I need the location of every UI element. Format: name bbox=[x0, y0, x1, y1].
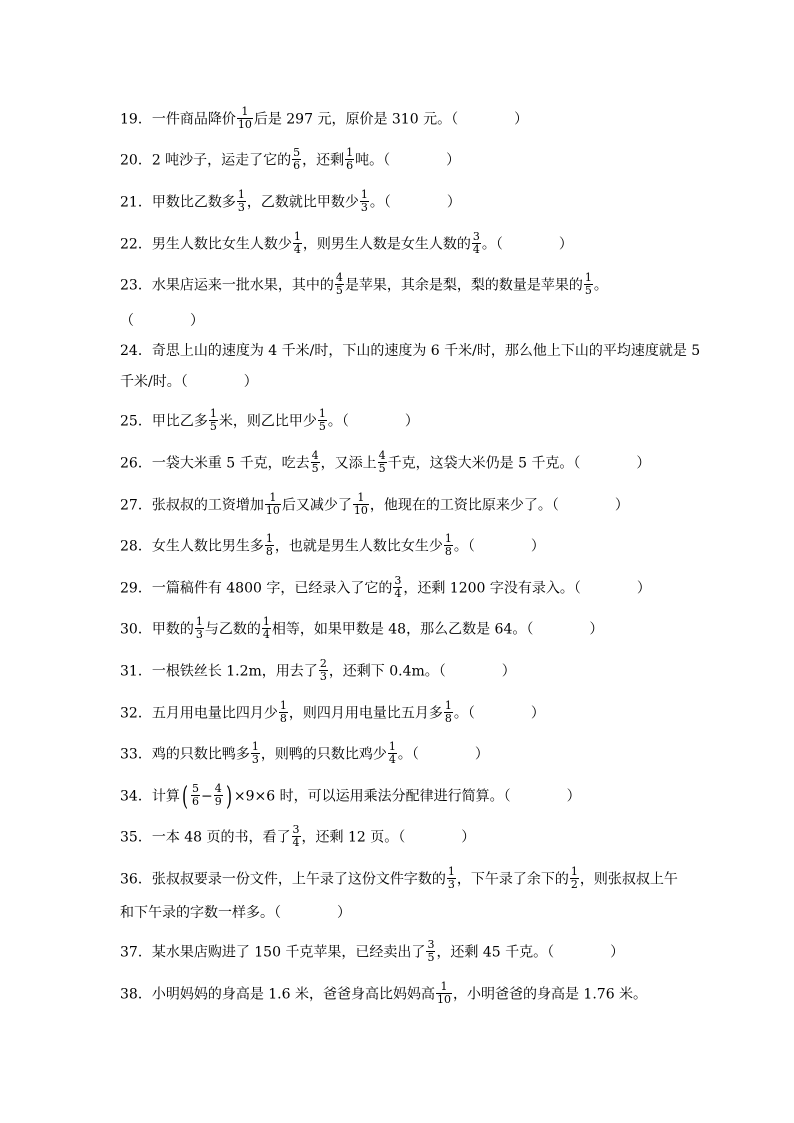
question-text: ，小明爸爸的身高是 1.76 米。 bbox=[452, 986, 648, 1003]
fraction-denominator: 6 bbox=[346, 159, 354, 172]
question-text: 32．五月用电量比四月少 bbox=[120, 705, 278, 722]
fraction-numerator: 4 bbox=[378, 449, 386, 462]
question-text: 30．甲数的 bbox=[120, 621, 194, 638]
question-text: 。（ ） bbox=[481, 236, 573, 253]
fraction-denominator: 5 bbox=[209, 420, 217, 433]
fraction bbox=[444, 700, 453, 725]
fraction-denominator: 8 bbox=[444, 712, 452, 725]
question-text: 35．一本 48 页的书，看了 bbox=[120, 829, 291, 846]
question-text: 。（ ） bbox=[369, 194, 461, 211]
fraction bbox=[426, 939, 435, 964]
question-line bbox=[120, 407, 419, 433]
fraction-numerator: 1 bbox=[388, 740, 396, 753]
fraction bbox=[214, 783, 223, 808]
question-text: ，还剩 12 页。（ ） bbox=[301, 829, 476, 846]
question-text: 26．一袋大米重 5 千克，吃去 bbox=[120, 455, 310, 472]
fraction bbox=[570, 866, 579, 891]
question-text: 22．男生人数比女生人数少 bbox=[120, 236, 292, 253]
question-line bbox=[120, 903, 351, 923]
fraction-denominator: 5 bbox=[318, 420, 326, 433]
question-text: ，还剩 bbox=[302, 152, 345, 169]
fraction-denominator: 10 bbox=[237, 118, 252, 131]
question-text: 和下午录的字数一样多。（ ） bbox=[120, 905, 351, 921]
question-line bbox=[120, 574, 651, 600]
fraction bbox=[265, 533, 274, 558]
question-line bbox=[120, 823, 476, 849]
question-line bbox=[120, 230, 573, 256]
fraction-denominator: 9 bbox=[214, 795, 222, 808]
question-line bbox=[120, 615, 604, 641]
question-text: ，则鸭的只数比鸡少 bbox=[260, 746, 387, 763]
question-text: 37．某水果店购进了 150 千克苹果，已经卖出了 bbox=[120, 944, 426, 961]
fraction bbox=[345, 147, 354, 172]
fraction bbox=[191, 783, 200, 808]
question-text: 相等，如果甲数是 48，那么乙数是 64。（ ） bbox=[271, 621, 604, 638]
question-text: 29．一篇稿件有 4800 字，已经录入了它的 bbox=[120, 580, 393, 597]
question-text: 20．2 吨沙子，运走了它的 bbox=[120, 152, 292, 169]
fraction-numerator: 5 bbox=[191, 782, 199, 795]
fraction-denominator: 5 bbox=[427, 951, 435, 964]
question-text: 23．水果店运来一批水果，其中的 bbox=[120, 277, 334, 294]
question-line bbox=[120, 372, 258, 392]
fraction-denominator: 4 bbox=[262, 628, 270, 641]
fraction-denominator: 4 bbox=[292, 836, 300, 849]
fraction-numerator: 1 bbox=[241, 105, 249, 118]
fraction-denominator: 6 bbox=[191, 795, 199, 808]
fraction bbox=[292, 147, 301, 172]
question-text: 后又减少了 bbox=[281, 497, 352, 514]
question-line bbox=[120, 271, 608, 297]
question-line bbox=[120, 740, 489, 766]
question-text: ，还剩下 0.4m。（ ） bbox=[328, 663, 516, 680]
question-text: 。（ ） bbox=[397, 746, 489, 763]
fraction bbox=[237, 189, 246, 214]
question-text: 是苹果，其余是梨，梨的数量是苹果的 bbox=[344, 277, 583, 294]
question-text: 36．张叔叔要录一份文件，上午录了这份文件字数的 bbox=[120, 871, 446, 888]
question-line bbox=[120, 781, 581, 812]
question-text: 千克，这袋大米仍是 5 千克。（ ） bbox=[387, 455, 651, 472]
fraction bbox=[195, 616, 204, 641]
fraction-numerator: 1 bbox=[293, 230, 301, 243]
question-text: 24．奇思上山的速度为 4 千米/时，下山的速度为 6 千米/时，那么他上下山的平均速度就是 5 bbox=[120, 343, 701, 359]
question-line bbox=[120, 341, 700, 361]
question-text: 与乙数的 bbox=[204, 621, 261, 638]
fraction-numerator: 1 bbox=[357, 491, 365, 504]
fraction-denominator: 4 bbox=[388, 753, 396, 766]
question-line bbox=[120, 105, 529, 131]
fraction bbox=[265, 492, 281, 517]
fraction-numerator: 2 bbox=[319, 657, 327, 670]
question-line bbox=[120, 188, 461, 214]
question-line bbox=[120, 491, 629, 517]
question-line bbox=[120, 980, 648, 1006]
fraction-denominator: 3 bbox=[447, 878, 455, 891]
fraction bbox=[262, 616, 271, 641]
question-text: ，乙数就比甲数少 bbox=[246, 194, 359, 211]
question-text: 19．一件商品降价 bbox=[120, 111, 236, 128]
fraction bbox=[237, 106, 253, 131]
fraction-denominator: 3 bbox=[195, 628, 203, 641]
question-text: 。（ ） bbox=[453, 538, 545, 555]
question-text: 27．张叔叔的工资增加 bbox=[120, 497, 264, 514]
open-paren: ( bbox=[181, 781, 188, 812]
fraction-numerator: 4 bbox=[311, 449, 319, 462]
fraction bbox=[360, 189, 369, 214]
question-line bbox=[120, 865, 678, 891]
question-text: 34．计算 bbox=[120, 788, 180, 805]
fraction-numerator: 1 bbox=[346, 146, 354, 159]
fraction-denominator: 3 bbox=[251, 753, 259, 766]
fraction-denominator: 10 bbox=[436, 993, 451, 1006]
fraction bbox=[584, 272, 593, 297]
fraction bbox=[293, 231, 302, 256]
fraction-denominator: 5 bbox=[584, 284, 592, 297]
fraction-denominator: 3 bbox=[319, 670, 327, 683]
fraction-numerator: 1 bbox=[444, 699, 452, 712]
fraction bbox=[393, 575, 402, 600]
fraction bbox=[472, 231, 481, 256]
question-text: ，也就是男生人数比女生少 bbox=[274, 538, 443, 555]
fraction-denominator: 10 bbox=[353, 504, 368, 517]
fraction-numerator: 1 bbox=[360, 188, 368, 201]
question-text: 。（ ） bbox=[453, 705, 545, 722]
fraction-numerator: 1 bbox=[447, 865, 455, 878]
question-text: 。（ ） bbox=[327, 413, 419, 430]
question-text: 。 bbox=[593, 277, 608, 294]
question-text: ，他现在的工资比原来少了。（ ） bbox=[369, 497, 629, 514]
question-text: ，则男生人数是女生人数的 bbox=[302, 236, 471, 253]
fraction bbox=[388, 741, 397, 766]
question-text: ×9×6 时，可以运用乘法分配律进行简算。（ ） bbox=[233, 788, 581, 805]
fraction-numerator: 1 bbox=[269, 491, 277, 504]
question-text: （ ） bbox=[120, 313, 204, 329]
question-text: ，还剩 1200 字没有录入。（ ） bbox=[403, 580, 651, 597]
question-text: ，还剩 45 千克。（ ） bbox=[436, 944, 625, 961]
fraction-numerator: 1 bbox=[265, 532, 273, 545]
fraction-denominator: 5 bbox=[311, 462, 319, 475]
fraction bbox=[319, 658, 328, 683]
fraction-numerator: 1 bbox=[251, 740, 259, 753]
question-line bbox=[120, 146, 461, 172]
question-text: ，则四月用电量比五月多 bbox=[288, 705, 443, 722]
fraction-denominator: 4 bbox=[293, 243, 301, 256]
fraction-denominator: 4 bbox=[394, 587, 402, 600]
fraction-numerator: 3 bbox=[427, 938, 435, 951]
question-text: 31．一根铁丝长 1.2m，用去了 bbox=[120, 663, 318, 680]
question-line bbox=[120, 449, 651, 475]
fraction bbox=[444, 533, 453, 558]
fraction bbox=[335, 272, 344, 297]
fraction-denominator: 3 bbox=[237, 201, 245, 214]
fraction-numerator: 3 bbox=[394, 574, 402, 587]
question-text: ，下午录了余下的 bbox=[456, 871, 569, 888]
fraction bbox=[292, 824, 301, 849]
fraction bbox=[353, 492, 369, 517]
question-text: 38．小明妈妈的身高是 1.6 米，爸爸身高比妈妈高 bbox=[120, 986, 435, 1003]
question-text: 后是 297 元，原价是 310 元。（ ） bbox=[253, 111, 529, 128]
question-text: ，则张叔叔上午 bbox=[579, 871, 678, 888]
fraction-numerator: 4 bbox=[335, 271, 343, 284]
fraction-numerator: 3 bbox=[472, 230, 480, 243]
fraction bbox=[251, 741, 260, 766]
fraction-denominator: 2 bbox=[570, 878, 578, 891]
fraction-numerator: 1 bbox=[440, 980, 448, 993]
question-line bbox=[120, 938, 625, 964]
fraction-numerator: 4 bbox=[214, 782, 222, 795]
fraction-denominator: 6 bbox=[293, 159, 301, 172]
question-text: 28．女生人数比男生多 bbox=[120, 538, 264, 555]
question-text: 33．鸡的只数比鸭多 bbox=[120, 746, 250, 763]
fraction bbox=[436, 981, 452, 1006]
question-text: 21．甲数比乙数多 bbox=[120, 194, 236, 211]
fraction-numerator: 1 bbox=[237, 188, 245, 201]
question-line bbox=[120, 532, 545, 558]
fraction bbox=[311, 450, 320, 475]
fraction-denominator: 8 bbox=[279, 712, 287, 725]
question-text: 千米/时。（ ） bbox=[120, 374, 258, 390]
fraction-denominator: 5 bbox=[335, 284, 343, 297]
fraction-numerator: 1 bbox=[318, 407, 326, 420]
fraction bbox=[378, 450, 387, 475]
fraction-numerator: 1 bbox=[444, 532, 452, 545]
fraction bbox=[279, 700, 288, 725]
fraction-numerator: 1 bbox=[584, 271, 592, 284]
question-text: 吨。（ ） bbox=[355, 152, 461, 169]
fraction-denominator: 8 bbox=[444, 545, 452, 558]
fraction bbox=[318, 408, 327, 433]
fraction-numerator: 1 bbox=[279, 699, 287, 712]
fraction-numerator: 1 bbox=[570, 865, 578, 878]
question-text: ，又添上 bbox=[320, 455, 377, 472]
fraction-denominator: 10 bbox=[265, 504, 280, 517]
fraction-numerator: 1 bbox=[195, 615, 203, 628]
close-paren: ) bbox=[225, 781, 232, 812]
question-text: 米，则乙比甲少 bbox=[218, 413, 317, 430]
fraction-numerator: 1 bbox=[262, 615, 270, 628]
fraction-denominator: 4 bbox=[472, 243, 480, 256]
fraction bbox=[447, 866, 456, 891]
fraction-numerator: 3 bbox=[292, 823, 300, 836]
fraction-denominator: 5 bbox=[378, 462, 386, 475]
question-text: − bbox=[200, 788, 213, 805]
fraction-numerator: 1 bbox=[209, 407, 217, 420]
question-line bbox=[120, 699, 545, 725]
question-line bbox=[120, 311, 204, 331]
fraction bbox=[209, 408, 218, 433]
question-line bbox=[120, 657, 516, 683]
fraction-denominator: 3 bbox=[360, 201, 368, 214]
fraction-numerator: 5 bbox=[293, 146, 301, 159]
question-text: 25．甲比乙多 bbox=[120, 413, 208, 430]
fraction-denominator: 8 bbox=[265, 545, 273, 558]
